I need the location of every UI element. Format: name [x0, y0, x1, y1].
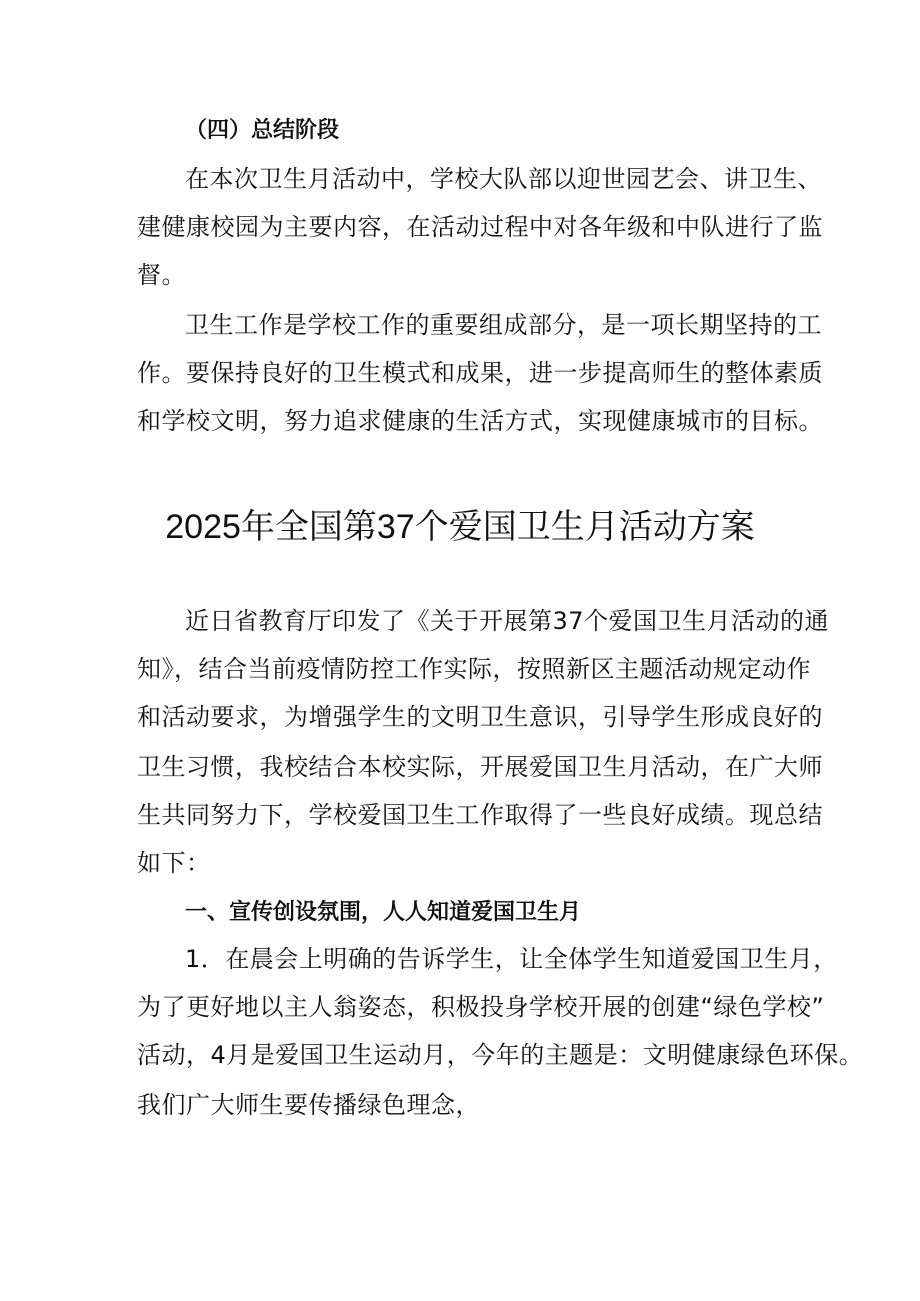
paragraph-line: 近日省教育厅印发了《关于开展第37个爱国卫生月活动的通 [185, 607, 830, 635]
paragraph-line: 在本次卫生月活动中，学校大队部以迎世园艺会、讲卫生、 [185, 165, 822, 193]
paragraph-line: 如下： [137, 849, 211, 877]
paragraph-line: 建健康校园为主要内容，在活动过程中对各年级和中队进行了监 [137, 213, 823, 241]
paragraph-line: 和学校文明，努力追求健康的生活方式，实现健康城市的目标。 [137, 407, 823, 435]
paragraph-line: 作。要保持良好的卫生模式和成果，进一步提高师生的整体素质 [137, 359, 823, 387]
section-heading-publicity: 一、宣传创设氛围，人人知道爱国卫生月 [185, 900, 582, 925]
paragraph-line: 活动，4月是爱国卫生运动月，今年的主题是：文明健康绿色环保。 [137, 1041, 864, 1069]
paragraph-line: 督。 [137, 261, 186, 289]
paragraph-line: 卫生工作是学校工作的重要组成部分，是一项长期坚持的工 [185, 311, 822, 339]
paragraph-line: 1．在晨会上明确的告诉学生，让全体学生知道爱国卫生月， [185, 945, 838, 973]
paragraph-line: 生共同努力下，学校爱国卫生工作取得了一些良好成绩。现总结 [137, 801, 823, 829]
paragraph-line: 为了更好地以主人翁姿态，积极投身学校开展的创建“绿色学校” [137, 993, 825, 1021]
section-heading-summary: （四）总结阶段 [185, 118, 340, 143]
paragraph-line: 卫生习惯，我校结合本校实际，开展爱国卫生月活动，在广大师 [137, 753, 823, 781]
paragraph-line: 知》，结合当前疫情防控工作实际，按照新区主题活动规定动作 [137, 655, 811, 683]
paragraph-line: 和活动要求，为增强学生的文明卫生意识，引导学生形成良好的 [137, 703, 823, 731]
document-title: 2025年全国第37个爱国卫生月活动方案 [165, 508, 755, 546]
paragraph-line: 我们广大师生要传播绿色理念， [137, 1091, 480, 1119]
